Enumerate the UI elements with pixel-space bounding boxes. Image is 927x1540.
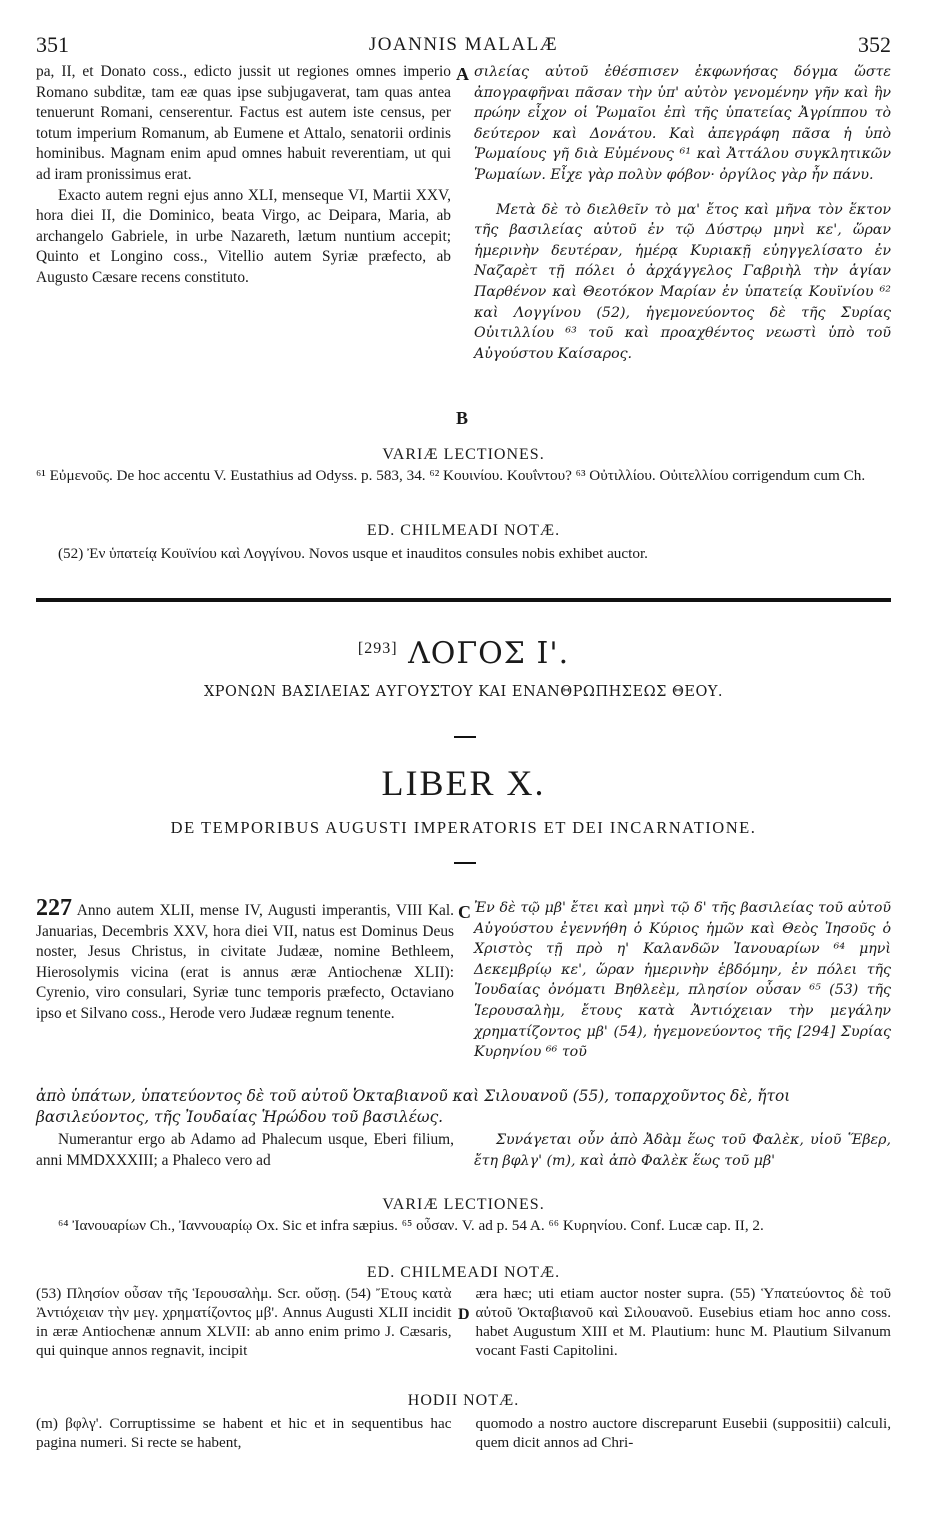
right-page-number: 352: [858, 32, 891, 57]
note-text: ⁶⁴ Ἰανουαρίων Ch., Ἰαννουαρίῳ Ox. Sic et infra sæpius. ⁶⁵ οὖσαν. V. ad p. 54 A. ⁶⁶ Κυρηνίου. Conf. Lucæ cap. II, 2.: [58, 1217, 764, 1234]
latin-column-mid2: [36, 1130, 454, 1171]
note-text: (52) Ἐν ὑπατείᾳ Κουϊνίου καὶ Λογγίνου. Novos usque et inauditos consules nobis exhibet auctor.: [58, 545, 648, 562]
section-divider: [36, 598, 891, 602]
margin-letter-a: A: [456, 64, 469, 84]
hodii-notes-left: (m) βφλγ'. Corruptissime se habent et hic et in sequentibus hac pagina numeri. Si recte se habent,: [36, 1415, 452, 1451]
section-number: 227: [36, 895, 72, 921]
latin-paragraph: Anno autem XLII, mense IV, Augusti imperantis, VIII Kal. Januarias, Decembris XXV, hora diei VII, natus est Dominus Deus noster, Jesus Christus, in civitate Judææ, nomine Bethleem, Hierosolymis vicina (erat is annus æræ Antiochenæ XLII): Cyrenio, viro consulari, Syriæ tunc temporis præfecto, Octaviano ipso et Silvano coss., Herode vero Judææ regnum tenente.: [36, 902, 455, 1022]
dash-divider: [454, 736, 476, 738]
variae-lectiones-text: [36, 466, 891, 485]
chilmead-notes-heading: ED. CHILMEADI NOTÆ.: [366, 522, 561, 539]
greek-paragraph: Συνάγεται οὖν ἀπὸ Ἀδὰμ ἕως τοῦ Φαλὲκ, υἱοῦ Ἕβερ, ἔτη βφλγ' (m), καὶ ἀπὸ Φαλὲκ ἕως τοῦ μβ': [474, 1132, 891, 1169]
book-greek-title: [0, 636, 927, 671]
greek-column-top: [474, 62, 891, 364]
margin-letter-d: D: [458, 1306, 470, 1323]
greek-paragraph: Μετὰ δὲ τὸ διελθεῖν τὸ μα' ἔτος καὶ μῆνα τὸν ἕκτον τῆς βασιλείας αὐτοῦ ἐν τῷ Δύστρῳ μηνὶ κε', ὥραν ἡμερινὴν δευτέραν, ἡμέρᾳ Κυριακῇ εὐηγγελίσατο ἐν Ναζαρὲτ τῇ πόλει ὁ ἀρχάγγελος Γαβριὴλ τὴν ἁγίαν Παρθένον καὶ Θεοτόκον Μαρίαν ἐν ὑπατείᾳ Κουϊνίου ⁶² καὶ Λογγίνου (52), ἡγεμονεύοντος δὲ τῆς Συρίας Οὐιτιλλίου ⁶³ τοῦ καὶ προαχθέντος νεωστὶ ὑπὸ τοῦ Αὐγούστου Καίσαρος.: [474, 201, 891, 362]
latin-paragraph: pa, II, et Donato coss., edicto jussit ut regiones omnes imperio Romano subditæ, tam eæ quas ipse subjugaverat, tam quas antea tenuerunt Romani, censerentur. Factus est autem iste census, per totum imperium Romanum, ab Eumene et Attalo, senatorii ordinis hominibus. Magnam enim apud omnes habuit reverentiam, ut qui ad iram pronissimus erat.: [36, 63, 451, 183]
running-title: JOANNIS MALALÆ: [368, 34, 559, 55]
chilmead-notes-text: [58, 544, 891, 563]
latin-paragraph: Numerantur ergo ab Adamo ad Phalecum usque, Eberi filium, anni MMDXXXIII; a Phaleco vero ad: [36, 1131, 454, 1169]
variae-lectiones-heading: VARIÆ LECTIONES.: [382, 446, 545, 463]
dash-divider: [454, 862, 476, 864]
greek-full-width-line: [36, 1086, 891, 1127]
hodii-notes-heading: HODII NOTÆ.: [407, 1392, 520, 1409]
hodii-notes-columns: [36, 1414, 891, 1452]
latin-column-mid: [36, 895, 455, 1025]
chilmead-notes-heading: ED. CHILMEADI NOTÆ.: [366, 1264, 561, 1281]
margin-letter-b: B: [456, 408, 469, 428]
latin-book-subtitle: DE TEMPORIBUS AUGUSTI IMPERATORIS ET DEI INCARNATIONE.: [170, 818, 757, 837]
greek-book-subtitle: ΧΡΟΝΩΝ ΒΑΣΙΛΕΙΑΣ ΑΥΓΟΥΣΤΟΥ ΚΑΙ ΕΝΑΝΘΡΩΠΗΣΕΩΣ ΘΕΟΥ.: [203, 684, 724, 700]
left-page-number: 351: [36, 32, 69, 57]
variae-lectiones-heading: VARIÆ LECTIONES.: [382, 1196, 545, 1213]
greek-book-title: ΛΟΓΟΣ Ι'.: [408, 636, 570, 671]
greek-paragraph: σιλείας αὐτοῦ ἐθέσπισεν ἐκφωνήσας δόγμα ὥστε ἀπογραφῆναι πᾶσαν τὴν ὑπ' αὐτὸν γενομένην γῆν καὶ ἣν πρώην εἶχον οἱ Ῥωμαῖοι ἐπὶ τῆς ὑπατείας Ἀγρίππου τὸ δεύτερον καὶ Δονάτου. Καὶ ἀπεγράφη πᾶσα ἡ ὑπὸ Ῥωμαίους γῆ διὰ Εὐμένους ⁶¹ καὶ Ἀττάλου συγκλητικῶν Ῥωμαίων. Εἶχε γὰρ πολὺν φόβον· ὀργίλος γὰρ ἦν πάνυ.: [474, 64, 891, 183]
hodii-notes-right: quomodo a nostro auctore discreparunt Eusebii (suppositii) calculi, quem dicit annos ad Chri-: [475, 1415, 891, 1451]
chilmead-notes-right: æra hæc; uti etiam auctor noster supra. (55) Ὑπατεύοντος δὲ τοῦ αὐτοῦ Ὀκταβιανοῦ καὶ Σιλουανοῦ. Eusebius etiam hoc anno coss. habet Augustum XIII et M. Plautium: hunc M. Plautium Silvanum vocant Fasti Capitolini.: [475, 1285, 891, 1359]
greek-page-ref: [293]: [357, 640, 398, 657]
greek-paragraph: ἀπὸ ὑπάτων, ὑπατεύοντος δὲ τοῦ αὐτοῦ Ὀκταβιανοῦ καὶ Σιλουανοῦ (55), τοπαρχοῦντος δὲ, ἤτοι βασιλεύοντος, τῆς Ἰουδαίας Ἡρώδου τοῦ βασιλέως.: [36, 1087, 791, 1126]
latin-book-title: LIBER X.: [381, 763, 546, 803]
chilmead-notes-left: (53) Πλησίον οὖσαν τῆς Ἱερουσαλὴμ. Scr. οὔσῃ. (54) Ἔτους κατὰ Ἀντιόχειαν τὴν μεγ. χρηματίζοντος μβ'. Annus Augusti XLII incidit in æræ Antiochenæ annum XLVII: ab anno enim primo J. Cæsaris, qui quinque annos regnavit, incipit: [36, 1285, 452, 1359]
greek-column-mid2: [474, 1130, 891, 1171]
variae-lectiones-text: [58, 1216, 891, 1235]
note-text: ⁶¹ Εὐμενοῦς. De hoc accentu V. Eustathius ad Odyss. p. 583, 34. ⁶² Κουινίου. Κουΐντου? ⁶³ Οὐτιλλίου. Οὐιτελλίου corrigendum cum Ch.: [36, 467, 866, 484]
greek-paragraph: Ἐν δὲ τῷ μβ' ἔτει καὶ μηνὶ τῷ δ' τῆς βασιλείας τοῦ αὐτοῦ Αὐγούστου ἐγεννήθη ὁ Κύριος ἡμῶν καὶ Θεὸς Ἰησοῦς ὁ Χριστὸς τῇ πρὸ η' Καλανδῶν Ἰανουαρίων ⁶⁴ μηνὶ Δεκεμβρίῳ κε', ὥραν ἡμερινὴν ἑβδόμην, ἐν πόλει τῆς Ἰουδαίας ὀνόματι Βηθλεὲμ, πλησίον οὖσαν ⁶⁵ (53) τῆς Ἱερουσαλὴμ, ἔτους κατὰ Ἀντιόχειαν τὴν μεγάλην χρηματίζοντος μβ' (54), ἡγεμονεύοντος τῆς [294] Συρίας Κυρηνίου ⁶⁶ τοῦ: [474, 900, 891, 1061]
margin-letter-c: C: [458, 902, 471, 922]
latin-column-top: [36, 62, 451, 289]
latin-paragraph: Exacto autem regni ejus anno XLI, menseque VI, Martii XXV, hora diei II, die Dominico, beata Virgo, ac Deipara, Maria, ab archangelo Gabriele, in urbe Nazareth, lætum nuntium accepit; Quinto et Longino coss., Vitellio autem Syriæ præfecto, ab Augusto Cæsare recens constituto.: [36, 186, 451, 286]
running-header: [36, 32, 891, 60]
greek-column-mid: [474, 898, 891, 1063]
